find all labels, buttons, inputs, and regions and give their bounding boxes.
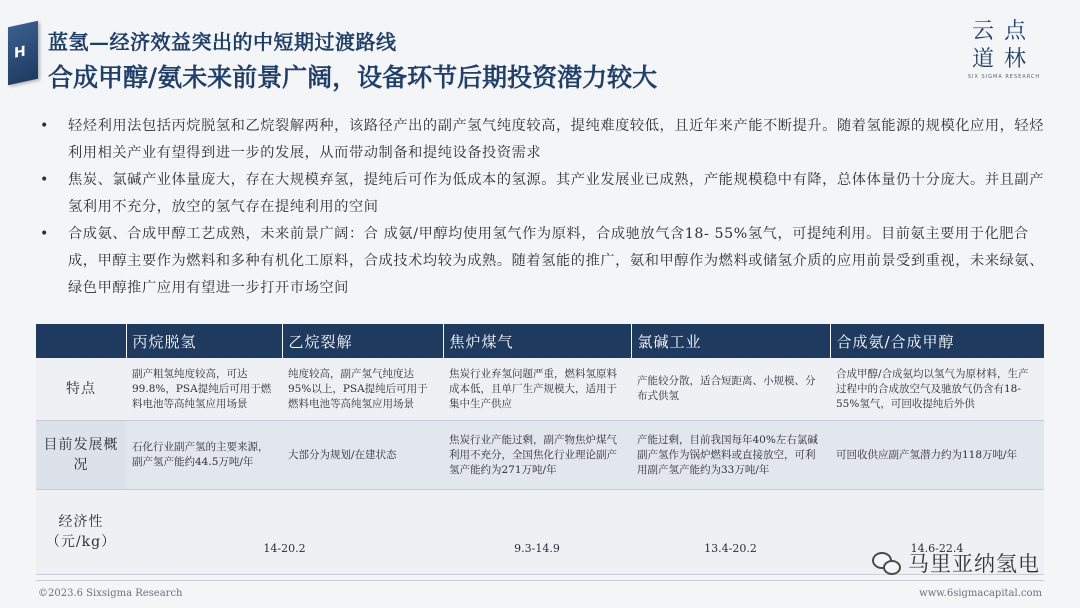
header-ammonia-methanol: 合成氨/合成甲醇: [830, 324, 1044, 358]
brand-line2: 道林: [971, 47, 1036, 72]
bullet-marker: •: [40, 226, 49, 242]
bullet-item: [38, 113, 1048, 167]
brand-logo: [964, 18, 1044, 80]
row-label-economics: 经济性（元/kg）: [36, 490, 126, 575]
bullet-list: [38, 113, 1048, 302]
econ-cell: 14.6-22.4: [830, 490, 1044, 575]
company-logo: [8, 21, 38, 85]
bullet-marker: •: [40, 172, 49, 188]
row-label-features: 特点: [36, 358, 126, 421]
table-header-row: [36, 324, 1044, 358]
comparison-table: [36, 324, 1044, 575]
table-cell: 石化行业副产氢的主要来源，副产氢产能约44.5万吨/年: [126, 421, 282, 490]
bullet-item: [38, 167, 1048, 221]
econ-cell: 14-20.2: [126, 490, 443, 575]
page-title: 合成甲醇/氨未来前景广阔，设备环节后期投资潜力较大: [48, 63, 658, 92]
table-cell: 副产粗氢纯度较高，可达99.8%，PSA提纯后可用于燃料电池等高纯氢应用场景: [126, 358, 282, 421]
footer-copyright: ©2023.6 Sixsigma Research: [38, 588, 183, 599]
table-row: [36, 421, 1044, 490]
table-cell: 大部分为规划/在建状态: [282, 421, 443, 490]
econ-cell: 13.4-20.2: [631, 490, 830, 575]
table-cell: 合成甲醇/合成氨均以氢气为原材料，生产过程中的合成放空气及驰放气仍含有18-55%氢气，可回收提纯后外供: [830, 358, 1044, 421]
wechat-watermark: [872, 548, 1040, 578]
table-cell: 产能过剩，目前我国每年40%左右氯碱副产氢作为锅炉燃料或直接放空，可利用副产氢产能约为33万吨/年: [631, 421, 830, 490]
table-cell: 可回收供应副产氢潜力约为118万吨/年: [830, 421, 1044, 490]
bullet-marker: •: [40, 118, 49, 134]
table-cell: 焦炭行业弃氢问题严重，燃料氢原料成本低，且单厂生产规模大，适用于集中生产供应: [443, 358, 631, 421]
logo-letter: H: [14, 43, 26, 62]
wechat-icon: [872, 552, 900, 574]
header-ethane-cracking: 乙烷裂解: [282, 324, 443, 358]
wechat-account-name: 马里亚纳氢电: [908, 552, 1040, 576]
econ-cell: 9.3-14.9: [443, 490, 631, 575]
brand-line3: SIX SIGMA RESEARCH: [967, 74, 1041, 80]
table-row: [36, 358, 1044, 421]
header-cell-empty: [36, 324, 126, 358]
bullet-item: [38, 221, 1048, 302]
footer-divider: [36, 580, 1044, 581]
table-cell: 焦炭行业产能过剩，副产物焦炉煤气利用不充分，全国焦化行业理论副产氢产能约为271万吨/年: [443, 421, 631, 490]
header-chlor-alkali: 氯碱工业: [631, 324, 830, 358]
table-cell: 产能较分散，适合短距离、小规模、分布式供氢: [631, 358, 830, 421]
bullet-text: 焦炭、氯碱产业体量庞大，存在大规模弃氢，提纯后可作为低成本的氢源。其产业发展业已成熟，产能规模稳中有降，总体体量仍十分庞大。并且副产氢利用不充分，放空的氢气存在提纯利用的空间: [68, 172, 1044, 215]
row-label-status: 目前发展概况: [36, 421, 126, 490]
brand-line1: 云点: [971, 19, 1036, 44]
header-coke-oven-gas: 焦炉煤气: [443, 324, 631, 358]
bullet-text: 合成氨、合成甲醇工艺成熟，未来前景广阔：合 成氨/甲醇均使用氢气作为原料，合成驰放气含18- 55%氢气，可提纯利用。目前氨主要用于化肥合 成，甲醇主要作为燃料和多种有机化工原料，合成技术均较为成熟。随着氢能的推广，氨和甲醇作为燃料或储氢介质的应用前景受到重视，未来绿氨、绿色甲醇推广应用有望进一步打开市场空间: [68, 226, 1044, 296]
bullet-text: 轻烃利用法包括丙烷脱氢和乙烷裂解两种，该路径产出的副产氢气纯度较高，提纯难度较低，且近年来产能不断提升。随着氢能源的规模化应用，轻烃利用相关产业有望得到进一步的发展，从而带动制备和提纯设备投资需求: [68, 118, 1044, 161]
footer-website: www.6sigmacapital.com: [919, 588, 1042, 599]
table-cell: 纯度较高，副产氢气纯度达95%以上，PSA提纯后可用于燃料电池等高纯氢应用场景: [282, 358, 443, 421]
header-propane-dehydrogenation: 丙烷脱氢: [126, 324, 282, 358]
section-title: 蓝氢—经济效益突出的中短期过渡路线: [48, 30, 397, 54]
